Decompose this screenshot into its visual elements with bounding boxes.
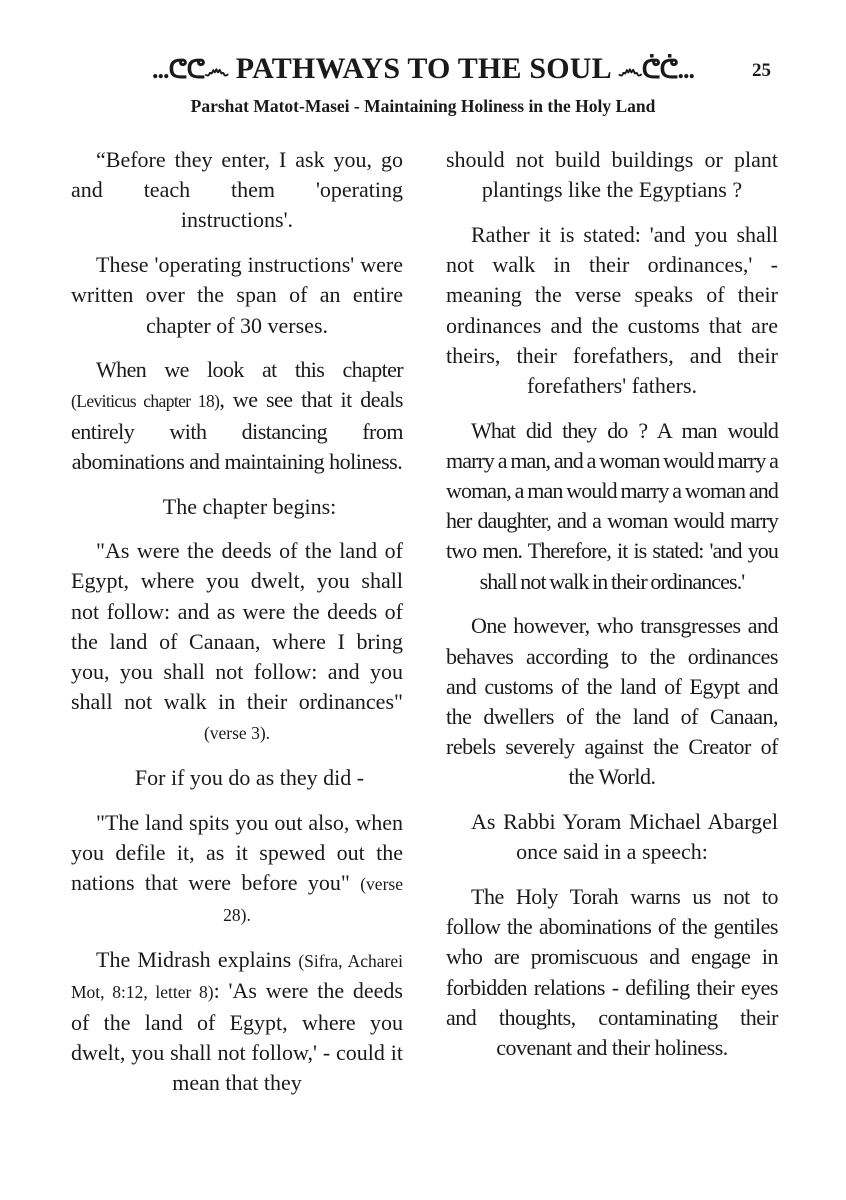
paragraph bbox=[71, 945, 403, 1098]
page-number: 25 bbox=[752, 60, 771, 81]
book-title bbox=[130, 50, 716, 89]
paragraph-text: : 'As were the deeds of the land of Egypt, where you dwelt, you shall not follow,' - could it mean that they bbox=[71, 978, 403, 1095]
paragraph: should not build buildings or plant plantings like the Egyptians ? bbox=[446, 147, 778, 203]
left-column bbox=[71, 145, 403, 1113]
paragraph-text: "As were the deeds of the land of Egypt, where you dwelt, you shall not follow: and as were the deeds of the land of Canaan, where I bring you, you shall not follow: and you shall not walk in their ordinances" bbox=[71, 538, 403, 715]
citation: (verse 3). bbox=[203, 723, 271, 744]
ornament-left: ...ᕦᕦ෴ bbox=[151, 55, 229, 84]
paragraph bbox=[71, 355, 403, 477]
book-title-text: PATHWAYS TO THE SOUL bbox=[235, 52, 611, 85]
paragraph: What did they do ? A man would marry a man, and a woman would marry a woman, a man would marry a woman and her daughter, and a woman would marry two men. Therefore, it is stated: 'and you shall not walk in their ordinances.' bbox=[446, 417, 778, 594]
paragraph: Rather it is stated: 'and you shall not walk in their ordinances,' - meaning the verse speaks of their ordinances and the customs that are theirs, their forefathers, and their forefathers' fathers. bbox=[446, 221, 778, 398]
chapter-subtitle: Parshat Matot-Masei - Maintaining Holiness in the Holy Land bbox=[190, 96, 656, 116]
paragraph: One however, who transgresses and behaves according to the ordinances and customs of the land of Egypt and the dwellers of the land of Canaan, rebels severely against the Creator of the World. bbox=[446, 613, 778, 790]
paragraph bbox=[71, 808, 403, 931]
paragraph-text: , we see that it deals entirely with distancing from abominations and maintaining holiness. bbox=[71, 387, 403, 474]
citation: (Sifra, Acharei Mot, 8:12, letter 8) bbox=[71, 951, 403, 1003]
running-header bbox=[0, 50, 846, 90]
right-column bbox=[446, 145, 778, 1078]
paragraph: As Rabbi Yoram Michael Abargel once said in a speech: bbox=[471, 809, 778, 865]
paragraph-text: When we look at this chapter bbox=[96, 357, 403, 383]
paragraph bbox=[71, 536, 403, 748]
paragraph: The Holy Torah warns us not to follow the abominations of the gentiles who are promiscuous and engage in forbidden relations - defiling their eyes and thoughts, contaminating their covenant and their holiness. bbox=[446, 883, 778, 1060]
ornament-right: ෴ᕧᕧ... bbox=[617, 55, 695, 84]
paragraph-text: The Midrash explains bbox=[96, 947, 299, 973]
paragraph: “Before they enter, I ask you, go and teach them 'operating instructions'. bbox=[71, 147, 403, 233]
citation: (verse 28). bbox=[223, 874, 403, 926]
paragraph: These 'operating instructions' were written over the span of an entire chapter of 30 verses. bbox=[71, 252, 403, 338]
paragraph: For if you do as they did - bbox=[134, 765, 365, 791]
citation: (Leviticus chapter 18) bbox=[71, 391, 220, 412]
paragraph-text: "The land spits you out also, when you defile it, as it spewed out the nations that were before you" bbox=[71, 809, 403, 896]
paragraph: The chapter begins: bbox=[162, 493, 337, 519]
